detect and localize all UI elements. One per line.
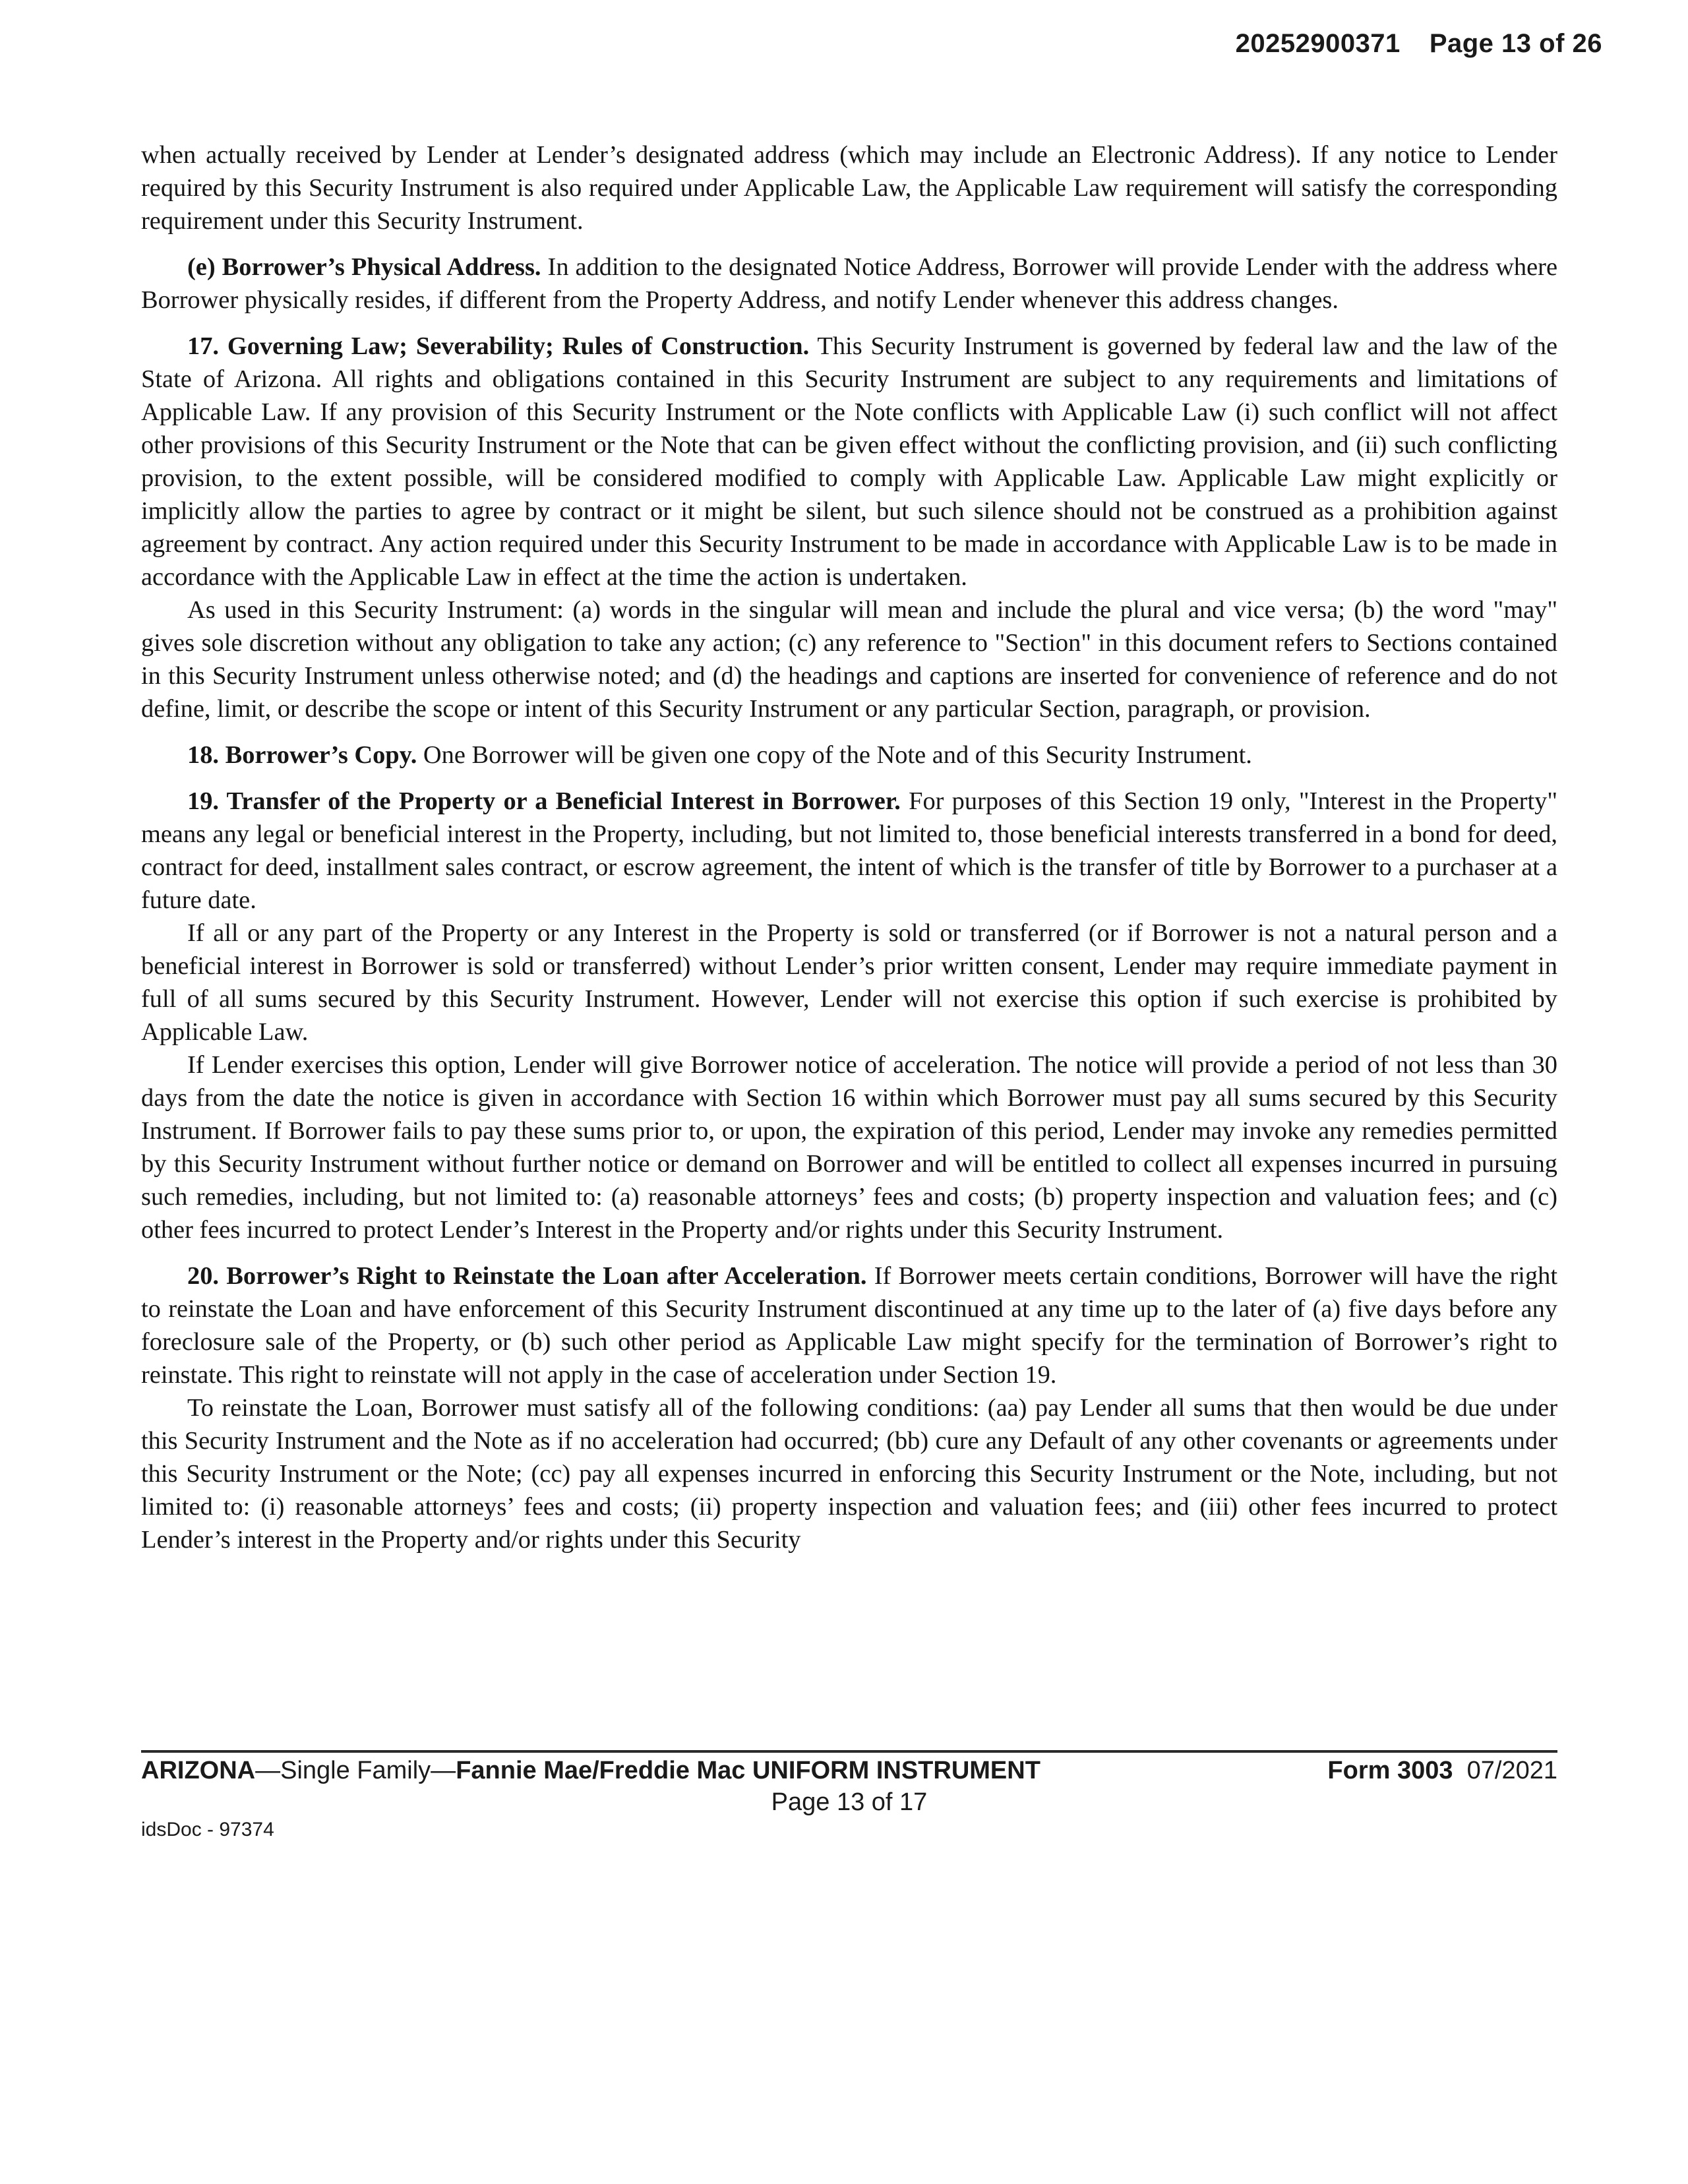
paragraph-text: One Borrower will be given one copy of the Note and of this Security Instrument.: [417, 741, 1252, 769]
footer-form-date: 07/2021: [1466, 1757, 1557, 1784]
document-body: [141, 138, 1557, 1556]
paragraph-text: In addition to the designated Notice Address, Borrower will provide Lender with the address where Borrower physically resides, if different from the Property Address, and notify Lender whenever this address changes.: [141, 253, 1557, 314]
paragraph-text: This Security Instrument is governed by federal law and the law of the State of Arizona. All rights and obligations contained in this Security Instrument are subject to any requirements and limitations of Applicable Law. If any provision of this Security Instrument or the Note conflicts with Applicable Law (i) such conflict will not affect other provisions of this Security Instrument or the Note that can be given effect without the conflicting provision, and (ii) such conflicting provision, to the extent possible, will be considered modified to comply with Applicable Law. Applicable Law might explicitly or implicitly allow the parties to agree by contract or it might be silent, but such silence should not be construed as a prohibition against agreement by contract. Any action required under this Security Instrument to be made in accordance with Applicable Law is to be made in accordance with the Applicable Law in effect at the time the action is undertaken.: [141, 332, 1557, 591]
paragraph-text: If all or any part of the Property or any Interest in the Property is sold or transferred (or if Borrower is not a natural person and a beneficial interest in Borrower is sold or transferred) without Lender’s prior written consent, Lender may require immediate payment in full of all sums secured by this Security Instrument. However, Lender will not exercise this option if such exercise is prohibited by Applicable Law.: [141, 919, 1557, 1046]
footer-family-text: —Single Family—: [255, 1757, 456, 1784]
section-heading: 18. Borrower’s Copy.: [187, 741, 417, 769]
paragraph-acceleration-notice: [141, 1048, 1557, 1246]
section-heading: (e) Borrower’s Physical Address.: [187, 253, 541, 281]
paragraph-section-19: [141, 785, 1557, 917]
paragraph-reinstate-conditions: [141, 1391, 1557, 1556]
paragraph-text: To reinstate the Loan, Borrower must satisfy all of the following conditions: (aa) pay Lender all sums that then would be due under this Security Instrument and the Note as if no acceleration had occurred; (bb) cure any Default of any other covenants or agreements under this Security Instrument or the Note; (cc) pay all expenses incurred in enforcing this Security Instrument or the Note, including, but not limited to: (i) reasonable attorneys’ fees and costs; (ii) property inspection and valuation fees; and (iii) other fees incurred to protect Lender’s interest in the Property and/or rights under this Security: [141, 1394, 1557, 1554]
footer-instrument-title: [141, 1757, 1040, 1785]
recording-number: 20252900371: [1235, 29, 1401, 58]
paragraph-transfer-consent: [141, 917, 1557, 1048]
section-heading: 19. Transfer of the Property or a Beneficial Interest in Borrower.: [187, 787, 901, 815]
paragraph-text: For purposes of this Section 19 only, "Interest in the Property" means any legal or beneficial interest in the Property, including, but not limited to, those beneficial interests transferred in a bond for deed, contract for deed, installment sales contract, or escrow agreement, the intent of which is the transfer of title by Borrower to a purchaser at a future date.: [141, 787, 1558, 914]
paragraph-notice-continued: [141, 138, 1557, 237]
section-heading: 20. Borrower’s Right to Reinstate the Loan after Acceleration.: [187, 1262, 867, 1290]
paragraph-rules-of-construction: [141, 593, 1557, 725]
paragraph-section-17: [141, 330, 1557, 593]
footer-form-id: [1327, 1757, 1557, 1785]
recording-header: [1236, 29, 1602, 59]
footer-doc-id: idsDoc - 97374: [141, 1819, 274, 1840]
paragraph-physical-address: [141, 251, 1557, 317]
paragraph-text: when actually received by Lender at Lender’s designated address (which may include an Electronic Address). If any notice to Lender required by this Security Instrument is also required under Applicable Law, the Applicable Law requirement will satisfy the corresponding requirement under this Security Instrument.: [141, 141, 1557, 235]
paragraph-text: As used in this Security Instrument: (a) words in the singular will mean and include the plural and vice versa; (b) the word "may" gives sole discretion without any obligation to take any action; (c) any reference to "Section" in this document refers to Sections contained in this Security Instrument unless otherwise noted; and (d) the headings and captions are inserted for convenience of reference and do not define, limit, or describe the scope or intent of this Security Instrument or any particular Section, paragraph, or provision.: [141, 596, 1557, 723]
footer-divider: [141, 1750, 1557, 1753]
section-heading: 17. Governing Law; Severability; Rules of Construction.: [187, 332, 810, 360]
recording-page-label: Page 13 of 26: [1429, 29, 1602, 58]
paragraph-section-20: [141, 1259, 1557, 1391]
paragraph-text: If Lender exercises this option, Lender will give Borrower notice of acceleration. The notice will provide a period of not less than 30 days from the date the notice is given in accordance with Section 16 within which Borrower must pay all sums secured by this Security Instrument. If Borrower fails to pay these sums prior to, or upon, the expiration of this period, Lender may invoke any remedies permitted by this Security Instrument without further notice or demand on Borrower and will be entitled to collect all expenses incurred in pursuing such remedies, including, but not limited to: (a) reasonable attorneys’ fees and costs; (b) property inspection and valuation fees; and (c) other fees incurred to protect Lender’s Interest in the Property and/or rights under this Security Instrument.: [141, 1051, 1557, 1244]
footer-state: ARIZONA: [141, 1757, 256, 1784]
footer-page-number: Page 13 of 17: [771, 1788, 928, 1816]
footer-uniform-title: Fannie Mae/Freddie Mac UNIFORM INSTRUMENT: [456, 1757, 1040, 1784]
paragraph-text: If Borrower meets certain conditions, Borrower will have the right to reinstate the Loan and have enforcement of this Security Instrument discontinued at any time up to the later of (a) five days before any foreclosure sale of the Property, or (b) such other period as Applicable Law might specify for the termination of Borrower’s right to reinstate. This right to reinstate will not apply in the case of acceleration under Section 19.: [141, 1262, 1558, 1389]
paragraph-section-18: [141, 739, 1557, 772]
footer-form-label: Form 3003: [1327, 1757, 1453, 1784]
